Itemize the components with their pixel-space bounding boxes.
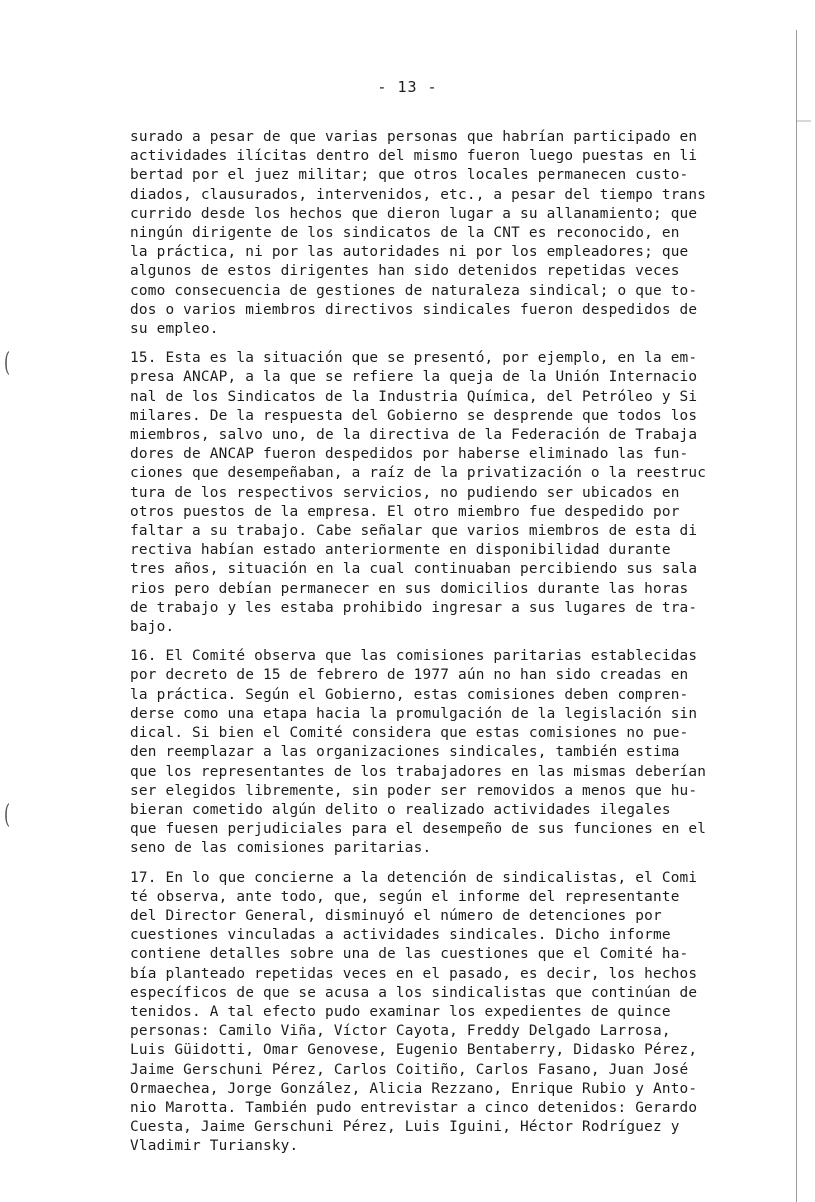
text-line: personas: Camilo Viña, Víctor Cayota, Freddy Delgado Larrosa,	[130, 1023, 671, 1040]
text-line: seno de las comisiones paritarias.	[130, 840, 432, 857]
text-line: tura de los respectivos servicios, no pudiendo ser ubicados en	[130, 484, 680, 501]
page-number: - 13 -	[377, 78, 438, 96]
text-line: nal de los Sindicatos de la Industria Química, del Petróleo y Si	[130, 388, 698, 405]
paragraph-17	[130, 869, 730, 1157]
text-line: contiene detalles sobre una de las cuestiones que el Comité ha-	[130, 946, 689, 963]
text-line: Luis Güidotti, Omar Genovese, Eugenio Bentaberry, Didasko Pérez,	[130, 1042, 698, 1059]
text-line: Vladimir Turiansky.	[130, 1138, 299, 1155]
paragraph-16	[130, 647, 730, 858]
text-line: 15. Esta es la situación que se presentó, por ejemplo, en la em-	[130, 350, 698, 367]
text-line: que los representantes de los trabajadores en las mismas deberían	[130, 763, 707, 780]
text-line: milares. De la respuesta del Gobierno se desprende que todos los	[130, 407, 698, 424]
text-line: algunos de estos dirigentes han sido detenidos repetidas veces	[130, 263, 680, 280]
text-line: dos o varios miembros directivos sindicales fueron despedidos de	[130, 301, 698, 318]
text-line: su empleo.	[130, 321, 219, 338]
margin-bracket-mark: (	[4, 348, 11, 378]
text-line: tenidos. A tal efecto pudo examinar los expedientes de quince	[130, 1003, 671, 1020]
text-line: Cuesta, Jaime Gerschuni Pérez, Luis Iguini, Héctor Rodríguez y	[130, 1119, 680, 1136]
text-line: tres años, situación en la cual continuaban percibiendo sus sala	[130, 561, 698, 578]
text-line: bía planteado repetidas veces en el pasado, es decir, los hechos	[130, 965, 698, 982]
paragraph-continuation	[130, 128, 730, 339]
text-line: diados, clausurados, intervenidos, etc., a pesar del tiempo trans	[130, 186, 707, 203]
text-line: ser elegidos libremente, sin poder ser removidos a menos que hu-	[130, 782, 698, 799]
text-line: Jaime Gerschuni Pérez, Carlos Coitiño, Carlos Fasano, Juan José	[130, 1061, 689, 1078]
text-line: dical. Si bien el Comité considera que estas comisiones no pue-	[130, 725, 689, 742]
text-line: 16. El Comité observa que las comisiones paritarias establecidas	[130, 648, 698, 665]
text-line: rios pero debían permanecer en sus domicilios durante las horas	[130, 580, 689, 597]
text-line: como consecuencia de gestiones de naturaleza sindical; o que to-	[130, 282, 698, 299]
text-line: bieran cometido algún delito o realizado actividades ilegales	[130, 801, 671, 818]
text-line: 17. En lo que concierne a la detención de sindicalistas, el Comi	[130, 869, 698, 886]
text-line: Ormaechea, Jorge González, Alicia Rezzano, Enrique Rubio y Anto-	[130, 1080, 698, 1097]
text-line: surado a pesar de que varias personas que habrían participado en	[130, 129, 698, 145]
text-line: otros puestos de la empresa. El otro miembro fue despedido por	[130, 503, 680, 520]
text-line: currido desde los hechos que dieron lugar a su allanamiento; que	[130, 205, 698, 222]
text-line: de trabajo y les estaba prohibido ingresar a sus lugares de tra-	[130, 599, 698, 616]
text-line: ciones que desempeñaban, a raíz de la privatización o la reestruc	[130, 465, 707, 482]
text-line: faltar a su trabajo. Cabe señalar que varios miembros de esta di	[130, 523, 698, 540]
text-line: la práctica, ni por las autoridades ni por los empleadores; que	[130, 244, 689, 261]
document-body	[130, 128, 730, 1167]
text-line: rectiva habían estado anteriormente en disponibilidad durante	[130, 542, 671, 559]
page-edge-line	[796, 30, 797, 1202]
margin-bracket-mark: (	[4, 800, 11, 830]
text-line: bertad por el juez militar; que otros locales permanecen custo-	[130, 167, 689, 184]
text-line: dores de ANCAP fueron despedidos por haberse eliminado las fun-	[130, 446, 689, 463]
text-line: té observa, ante todo, que, según el informe del representante	[130, 888, 680, 905]
text-line: actividades ilícitas dentro del mismo fueron luego puestas en li	[130, 148, 698, 165]
text-line: ningún dirigente de los sindicatos de la CNT es reconocido, en	[130, 225, 680, 242]
text-line: presa ANCAP, a la que se refiere la queja de la Unión Internacio	[130, 369, 698, 386]
text-line: específicos de que se acusa a los sindicalistas que continúan de	[130, 984, 698, 1001]
text-line: por decreto de 15 de febrero de 1977 aún no han sido creadas en	[130, 667, 689, 684]
page-edge-tick	[797, 120, 811, 122]
text-line: den reemplazar a las organizaciones sindicales, también estima	[130, 744, 680, 761]
text-line: que fuesen perjudiciales para el desempeño de sus funciones en el	[130, 821, 707, 838]
text-line: cuestiones vinculadas a actividades sindicales. Dicho informe	[130, 927, 671, 944]
text-line: bajo.	[130, 619, 175, 636]
text-line: la práctica. Según el Gobierno, estas comisiones deben compren-	[130, 686, 689, 703]
text-line: miembros, salvo uno, de la directiva de la Federación de Trabaja	[130, 427, 698, 444]
text-line: nio Marotta. También pudo entrevistar a cinco detenidos: Gerardo	[130, 1099, 698, 1116]
text-line: derse como una etapa hacia la promulgación de la legislación sin	[130, 705, 698, 722]
text-line: del Director General, disminuyó el número de detenciones por	[130, 907, 662, 924]
paragraph-15	[130, 349, 730, 637]
